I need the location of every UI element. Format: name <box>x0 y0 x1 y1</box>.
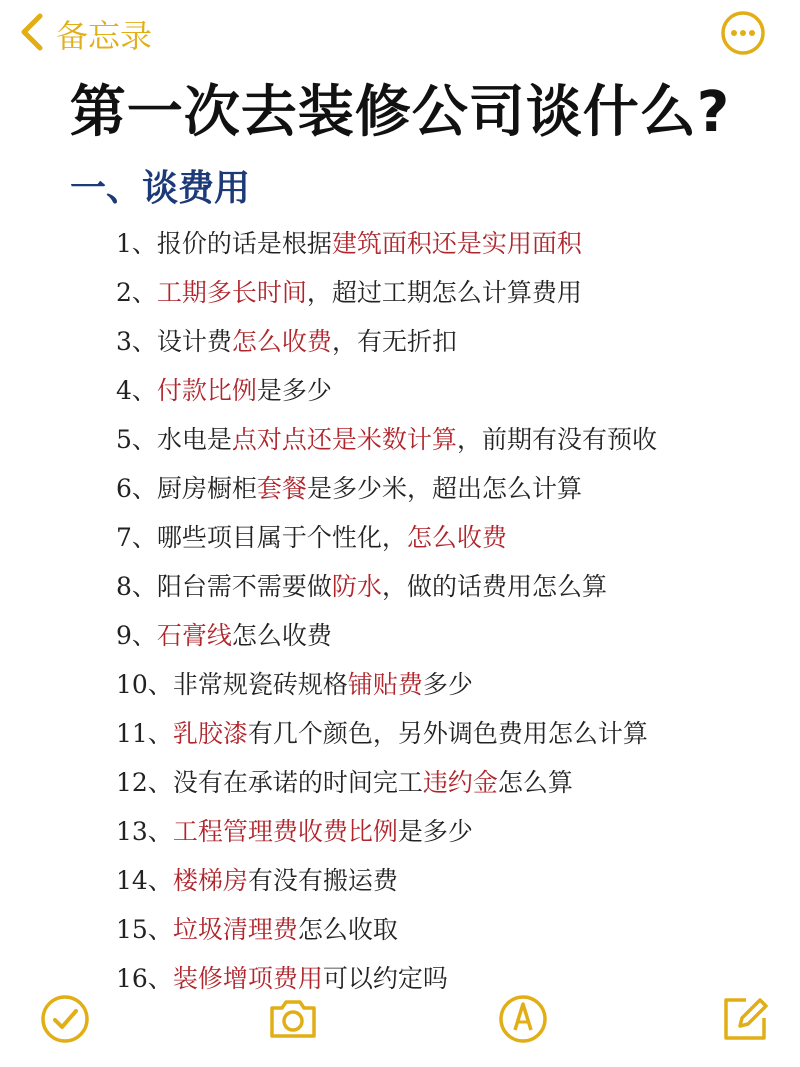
highlighted-text: 付款比例 <box>156 376 257 405</box>
highlighted-text: 点对点还是米数计算 <box>231 425 457 454</box>
item-text: 可以约定吗 <box>322 964 448 993</box>
item-number: 13、 <box>116 817 173 846</box>
item-number: 11、 <box>116 719 173 748</box>
item-number: 6、 <box>116 474 157 503</box>
item-text: ，有无折扣 <box>331 327 457 356</box>
list-item <box>116 908 657 957</box>
list-item <box>116 712 657 761</box>
highlighted-text: 工程管理费收费比例 <box>172 817 398 846</box>
item-number: 1、 <box>116 229 157 258</box>
list-item <box>116 663 657 712</box>
item-number: 9、 <box>116 621 157 650</box>
item-number: 12、 <box>116 768 173 797</box>
item-text: 设计费 <box>156 327 232 356</box>
highlighted-text: 铺贴费 <box>347 670 423 699</box>
item-text: ，超过工期怎么计算费用 <box>306 278 582 307</box>
item-text: 怎么收取 <box>297 915 398 944</box>
item-number: 10、 <box>116 670 173 699</box>
chevron-left-icon <box>18 12 48 56</box>
top-navigation-bar <box>0 0 800 70</box>
markup-button[interactable] <box>494 990 552 1048</box>
markup-pen-icon <box>494 1033 552 1052</box>
item-number: 3、 <box>116 327 157 356</box>
back-button[interactable] <box>18 10 152 58</box>
item-text: 是多少米，超出怎么计算 <box>306 474 582 503</box>
list-item <box>116 369 657 418</box>
item-text: 哪些项目属于个性化， <box>156 523 407 552</box>
item-number: 15、 <box>116 915 173 944</box>
list-item <box>116 320 657 369</box>
checklist-button[interactable] <box>36 990 94 1048</box>
item-text: ，前期有没有预收 <box>456 425 657 454</box>
item-text: 是多少 <box>256 376 332 405</box>
section-heading: 一、谈费用 <box>70 167 251 209</box>
camera-icon <box>264 1033 322 1052</box>
item-number: 2、 <box>116 278 157 307</box>
list-item <box>116 516 657 565</box>
item-number: 5、 <box>116 425 157 454</box>
highlighted-text: 怎么收费 <box>231 327 332 356</box>
highlighted-text: 装修增项费用 <box>172 964 323 993</box>
more-dots-icon <box>720 41 766 60</box>
highlighted-text: 防水 <box>331 572 382 601</box>
list-item <box>116 418 657 467</box>
item-text: 报价的话是根据 <box>156 229 332 258</box>
item-number: 8、 <box>116 572 157 601</box>
highlighted-text: 建筑面积还是实用面积 <box>331 229 582 258</box>
item-text: 水电是 <box>156 425 232 454</box>
highlighted-text: 石膏线 <box>156 621 232 650</box>
item-number: 7、 <box>116 523 157 552</box>
item-text: 厨房橱柜 <box>156 474 257 503</box>
highlighted-text: 楼梯房 <box>172 866 248 895</box>
list-item <box>116 761 657 810</box>
list-item <box>116 222 657 271</box>
item-text: 有几个颜色，另外调色费用怎么计算 <box>247 719 648 748</box>
item-text: 非常规瓷砖规格 <box>172 670 348 699</box>
list-item <box>116 859 657 908</box>
item-number: 16、 <box>116 964 173 993</box>
camera-button[interactable] <box>264 990 322 1048</box>
highlighted-text: 套餐 <box>256 474 307 503</box>
item-number: 4、 <box>116 376 157 405</box>
list-item <box>116 614 657 663</box>
more-options-button[interactable] <box>720 10 766 56</box>
item-text: 阳台需不需要做 <box>156 572 332 601</box>
highlighted-text: 乳胶漆 <box>172 719 248 748</box>
item-text: ，做的话费用怎么算 <box>381 572 607 601</box>
compose-icon <box>716 1033 774 1052</box>
note-item-list <box>116 222 657 1006</box>
item-text: 怎么收费 <box>231 621 332 650</box>
item-text: 怎么算 <box>497 768 573 797</box>
list-item <box>116 810 657 859</box>
bottom-toolbar <box>0 990 800 1060</box>
note-title: 第一次去装修公司谈什么? <box>69 80 731 145</box>
highlighted-text: 怎么收费 <box>406 523 507 552</box>
highlighted-text: 工期多长时间 <box>156 278 307 307</box>
list-item <box>116 271 657 320</box>
list-item <box>116 467 657 516</box>
highlighted-text: 违约金 <box>422 768 498 797</box>
list-item <box>116 565 657 614</box>
item-text: 多少 <box>422 670 473 699</box>
item-text: 是多少 <box>397 817 473 846</box>
item-number: 14、 <box>116 866 173 895</box>
item-text: 有没有搬运费 <box>247 866 398 895</box>
back-label: 备忘录 <box>56 17 153 55</box>
compose-button[interactable] <box>716 990 774 1048</box>
item-text: 没有在承诺的时间完工 <box>172 768 423 797</box>
checklist-icon <box>36 1033 94 1052</box>
highlighted-text: 垃圾清理费 <box>172 915 298 944</box>
